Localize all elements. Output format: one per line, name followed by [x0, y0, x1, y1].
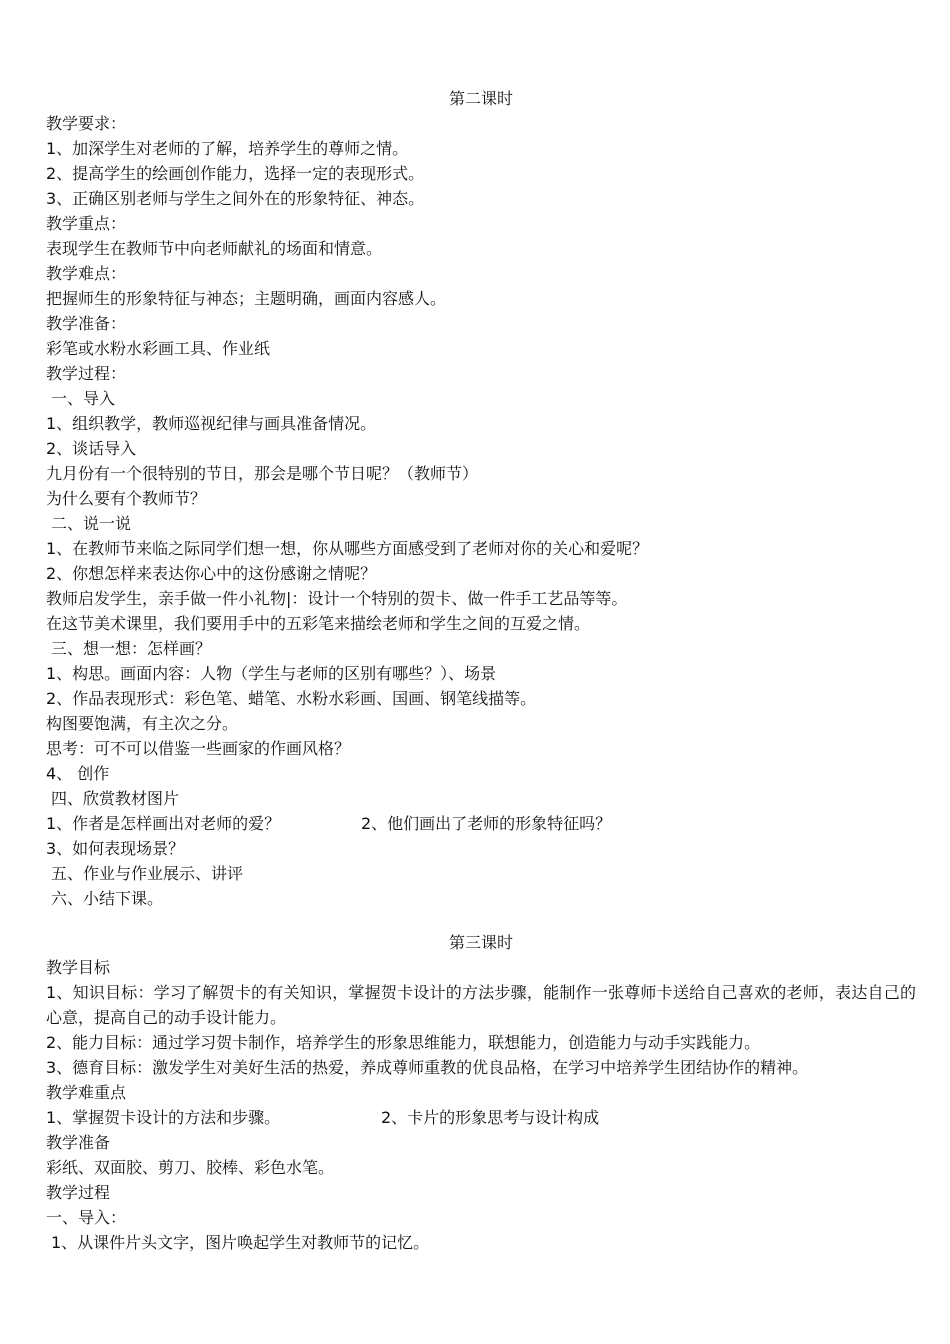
step-6-title: 六、小结下课。 — [51, 889, 164, 908]
preparation-heading: 教学准备： — [46, 314, 127, 333]
lesson-three-section — [46, 930, 916, 1255]
step-1-item-1: 1、组织教学，教师巡视纪律与画具准备情况。 — [46, 414, 377, 433]
step-4-question-1: 1、作者是怎样画出对老师的爱？ — [46, 814, 281, 833]
step-2-title: 二、说一说 — [51, 514, 132, 533]
difficulty-heading: 教学难点： — [46, 264, 127, 283]
process-heading: 教学过程： — [46, 364, 127, 383]
lesson-3-step-1-item: 1、从课件片头文字，图片唤起学生对教师节的记忆。 — [51, 1233, 430, 1252]
key-point-heading: 教学重点： — [46, 214, 127, 233]
step-3-item-3: 构图要饱满，有主次之分。 — [46, 714, 239, 733]
lesson-two-title: 第二课时 — [448, 89, 513, 108]
goal-moral: 3、德育目标：激发学生对美好生活的热爱，养成尊师重教的优良品格，在学习中培养学生团结协作的精神。 — [46, 1058, 809, 1077]
step-2-item-4: 在这节美术课里，我们要用手中的五彩笔来描绘老师和学生之间的互爱之情。 — [46, 614, 591, 633]
lesson-3-step-1-title: 一、导入： — [46, 1208, 127, 1227]
step-3-item-2: 2、作品表现形式：彩色笔、蜡笔、水粉水彩画、国画、钢笔线描等。 — [46, 689, 537, 708]
requirement-2: 2、提高学生的绘画创作能力，选择一定的表现形式。 — [46, 164, 425, 183]
step-4-title: 四、欣赏教材图片 — [51, 789, 180, 808]
lesson-three-title: 第三课时 — [448, 933, 513, 952]
preparation-text: 彩笔或水粉水彩画工具、作业纸 — [46, 339, 271, 358]
difficulty-text: 把握师生的形象特征与神态；主题明确，画面内容感人。 — [46, 289, 447, 308]
requirement-1: 1、加深学生对老师的了解，培养学生的尊师之情。 — [46, 139, 409, 158]
key-difficulty-2: 2、卡片的形象思考与设计构成 — [381, 1108, 600, 1127]
step-2-item-3: 教师启发学生，亲手做一件小礼物|：设计一个特别的贺卡、做一件手工艺品等等。 — [46, 589, 628, 608]
preparation-text-3: 彩纸、双面胶、剪刀、胶棒、彩色水笔。 — [46, 1158, 335, 1177]
step-1-title: 一、导入 — [51, 389, 116, 408]
goals-heading: 教学目标 — [46, 958, 111, 977]
key-point-text: 表现学生在教师节中向老师献礼的场面和情意。 — [46, 239, 383, 258]
step-3-item-1: 1、构思。画面内容：人物（学生与老师的区别有哪些？）、场景 — [46, 664, 497, 683]
step-4-question-3: 3、如何表现场景？ — [46, 839, 185, 858]
step-3-title: 三、想一想：怎样画？ — [51, 639, 212, 658]
step-1-item-2: 2、谈话导入 — [46, 439, 137, 458]
step-3-item-4: 思考：可不可以借鉴一些画家的作画风格？ — [46, 739, 351, 758]
requirement-3: 3、正确区别老师与学生之间外在的形象特征、神态。 — [46, 189, 425, 208]
step-4-questions-row — [46, 811, 916, 836]
step-4-question-2: 2、他们画出了老师的形象特征吗？ — [361, 814, 612, 833]
step-2-item-1: 1、在教师节来临之际同学们想一想，你从哪些方面感受到了老师对你的关心和爱呢？ — [46, 539, 649, 558]
requirements-heading: 教学要求： — [46, 114, 127, 133]
step-3-item-5: 4、 创作 — [46, 764, 110, 783]
key-difficulty-1: 1、掌握贺卡设计的方法和步骤。 — [46, 1108, 281, 1127]
goal-knowledge: 1、知识目标：学习了解贺卡的有关知识，掌握贺卡设计的方法步骤，能制作一张尊师卡送给自己喜欢的老师，表达自己的心意，提高自己的动手设计能力。 — [46, 983, 916, 1027]
key-difficulty-heading: 教学难重点 — [46, 1083, 127, 1102]
step-1-item-4: 为什么要有个教师节？ — [46, 489, 207, 508]
step-5-title: 五、作业与作业展示、讲评 — [51, 864, 244, 883]
lesson-two-section — [46, 86, 916, 911]
key-difficulty-row — [46, 1105, 916, 1130]
step-1-item-3: 九月份有一个很特别的节日，那会是哪个节日呢？（教师节） — [46, 464, 479, 483]
process-heading-3: 教学过程 — [46, 1183, 111, 1202]
preparation-heading-3: 教学准备 — [46, 1133, 111, 1152]
goal-ability: 2、能力目标：通过学习贺卡制作，培养学生的形象思维能力，联想能力，创造能力与动手实践能力。 — [46, 1033, 761, 1052]
step-2-item-2: 2、你想怎样来表达你心中的这份感谢之情呢？ — [46, 564, 377, 583]
